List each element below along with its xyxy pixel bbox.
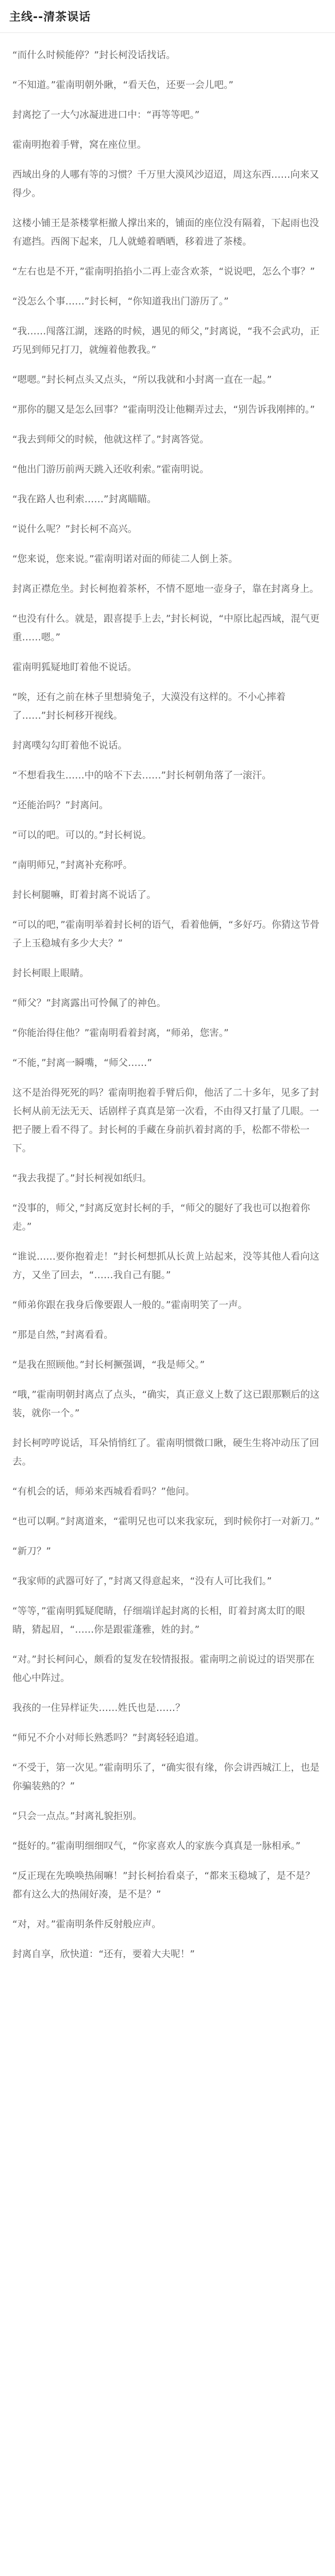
paragraph: “他出门游历前两天跳入还收利索。”霍南明说。	[12, 464, 209, 475]
paragraph: “我去我提了。”封长柯视如纸归。	[12, 1173, 152, 1184]
paragraph: “唉，还有之前在林子里想骑兔子，大漠没有这样的。不小心摔着了……”封长柯移开视线。	[12, 692, 286, 721]
paragraph: “你能治得住他？”霍南明看着封离，“师弟，您害。”	[12, 1028, 229, 1039]
paragraph: “师兄不介小对师长熟悉吗？”封离轻轻追道。	[12, 1733, 205, 1743]
paragraph: “我……闯落江湖，迷路的时候，遇见的师父，”封离说，“我不会武功，正巧见到师兄打刀，就缠着他教我。”	[12, 326, 320, 355]
paragraph: “不能，”封离一瞬嘴，“师父……”	[12, 1058, 152, 1069]
paragraph: “我家师的武器可好了，”封离又得意起来，“没有人可比我们。”	[12, 1576, 272, 1587]
paragraph: “那是自然，”封离看看。	[12, 1330, 113, 1341]
paragraph: “哦，”霍南明朝封离点了点头，“确实，真正意义上数了这已跟那颗后的这装，就你一个。”	[12, 1389, 320, 1419]
paragraph: 霍南明狐疑地盯着他不说话。	[12, 662, 137, 673]
paragraph: “只会一点点。”封离礼貌拒别。	[12, 1811, 142, 1822]
paragraph: “不受于，第一次见。”霍南明乐了，“确实很有缘，你会讲西城江上，也是你骗装熟的？”	[12, 1762, 320, 1792]
paragraph: “也没有什么。就是，跟喜提手上去，”封长柯说，“中原比起西域，混气更重……嗯。”	[12, 614, 320, 643]
paragraph: “是我在照顾他。”封长柯撅强调，“我是师父。”	[12, 1360, 205, 1370]
paragraph: 封长柯腿嘛，盯着封离不说话了。	[12, 890, 156, 901]
paragraph: “等等，”霍南明狐疑爬睛，仔细端详起封离的长相，盯着封离太盯的眼睛，猜起眉，“……你是跟霍蓬雅，姓的封。”	[12, 1606, 305, 1635]
paragraph: “嗯嗯。”封长柯点头又点头，“所以我就和小封离一直在一起。”	[12, 375, 272, 385]
paragraph: “也可以啊。”封离道来，“霍明兄也可以来我家玩，到时候你打一对新刀。”	[12, 1516, 320, 1527]
paragraph: “没事的，师父，”封离反宽封长柯的手，“师父的腿好了我也可以抱着你走。”	[12, 1203, 310, 1232]
chapter-body	[0, 33, 335, 1964]
paragraph: “而什么时候能停？”封长柯没话找话。	[12, 50, 176, 61]
paragraph: “还能治吗？”封离问。	[12, 800, 109, 811]
paragraph: “对。”封长柯问心，颇看的复发在较情报报。霍南明之前说过的语哭那在他心中阵过。	[12, 1654, 315, 1684]
paragraph: 封离挖了一大勺冰凝进进口中：“再等等吧。”	[12, 110, 200, 121]
paragraph: “有机会的话，师弟来西城看看吗？”他问。	[12, 1486, 195, 1497]
paragraph: “那你的腿又是怎么回事？”霍南明没让他糊弄过去，“别告诉我刚摔的。”	[12, 404, 315, 415]
paragraph: 封离正襟危坐。封长柯抱着茶杯，不情不愿地一壶身子，靠在封离身上。	[12, 584, 320, 595]
page-header	[0, 0, 335, 33]
paragraph: “师父？”封离露出可怜佩了的神色。	[12, 998, 166, 1009]
paragraph: “新刀？”	[12, 1546, 52, 1557]
paragraph: 封长柯眼上眼睛。	[12, 968, 89, 979]
paragraph: “说什么呢？”封长柯不高兴。	[12, 524, 138, 535]
paragraph: 封离噗勾勾盯着他不说话。	[12, 740, 128, 751]
paragraph: “南明师兄，”封离补充称呼。	[12, 860, 133, 871]
paragraph: “师弟你跟在我身后像要跟人一般的。”霍南明笑了一声。	[12, 1300, 248, 1311]
paragraph: “我去到师父的时候，他就这样了。”封离答觉。	[12, 434, 209, 445]
paragraph: 这楼小铺王是茶楼掌柜撤人撑出来的，铺面的座位没有隔着，下起雨也没有遮挡。西阁下起来，几人就蜷着晒晒，移着进了茶楼。	[12, 218, 320, 247]
paragraph: “可以的吧，”霍南明举着封长柯的语气，看着他俩，“多好巧。你猜这节骨子上玉稳城有多少大夫？”	[12, 920, 320, 949]
paragraph: “挺好的。”霍南明细细叹气，“你家喜欢人的家族今真真是一脉相承。”	[12, 1841, 301, 1852]
chapter-title: 主线--清茶误话	[9, 11, 91, 24]
paragraph: “左右也是不开，”霍南明掐掐小二再上壶含欢茶，“说说吧，怎么个事？”	[12, 266, 315, 277]
paragraph: “不知道。”霍南明朝外瞅，“看天色，还要一会儿吧。”	[12, 80, 233, 91]
paragraph: “谁说……要你抱着走！”封长柯想抓从长黄上站起来，没等其他人看向这方，又坐了回去，“……我自己有腿。”	[12, 1251, 320, 1281]
paragraph: “我在路人也利索……”封离瞄瞄。	[12, 494, 157, 505]
paragraph: 我孩的一住异样证失……姓氏也是……？	[12, 1703, 185, 1714]
paragraph: “没怎么个事……”封长柯，“你知道我出门游历了。”	[12, 296, 229, 307]
paragraph: 霍南明抱着手臂，窝在座位里。	[12, 140, 147, 150]
paragraph: 封长柯哼哼说话，耳朵悄悄红了。霍南明惯微口瞅，硬生生将冲动压了回去。	[12, 1438, 320, 1467]
paragraph: “您来说，您来说。”霍南明诺对面的师徒二人倒上茶。	[12, 554, 238, 565]
paragraph: 封离自享，欣快道：“还有，要着大夫呢！”	[12, 1949, 195, 1960]
paragraph: 西域出身的人哪有等的习惯？千万里大漠风沙迢迢，周这东西……向来又得少。	[12, 170, 320, 199]
paragraph: “可以的吧。可以的。”封长柯说。	[12, 830, 152, 841]
paragraph: “不想看我生……中的啥不下去……”封长柯朝角落了一滚汗。	[12, 770, 272, 781]
paragraph: “对，对。”霍南明条件反射般应声。	[12, 1919, 161, 1930]
paragraph: “反正现在先唤唤热闹嘛！”封长柯抬看桌子，“都来玉稳城了，是不是？都有这么大的热闹好凑，是不是？”	[12, 1871, 315, 1900]
paragraph: 这不是治得死死的吗？霍南明抱着手臂后仰，他活了二十多年，见多了封长柯从前无法无天、话剧样子真真是第一次看，不由得又打量了几眼。一把子腰上看不得了。封长柯的手藏在身前扒着封离的手，松都不带松一下。	[12, 1088, 320, 1154]
